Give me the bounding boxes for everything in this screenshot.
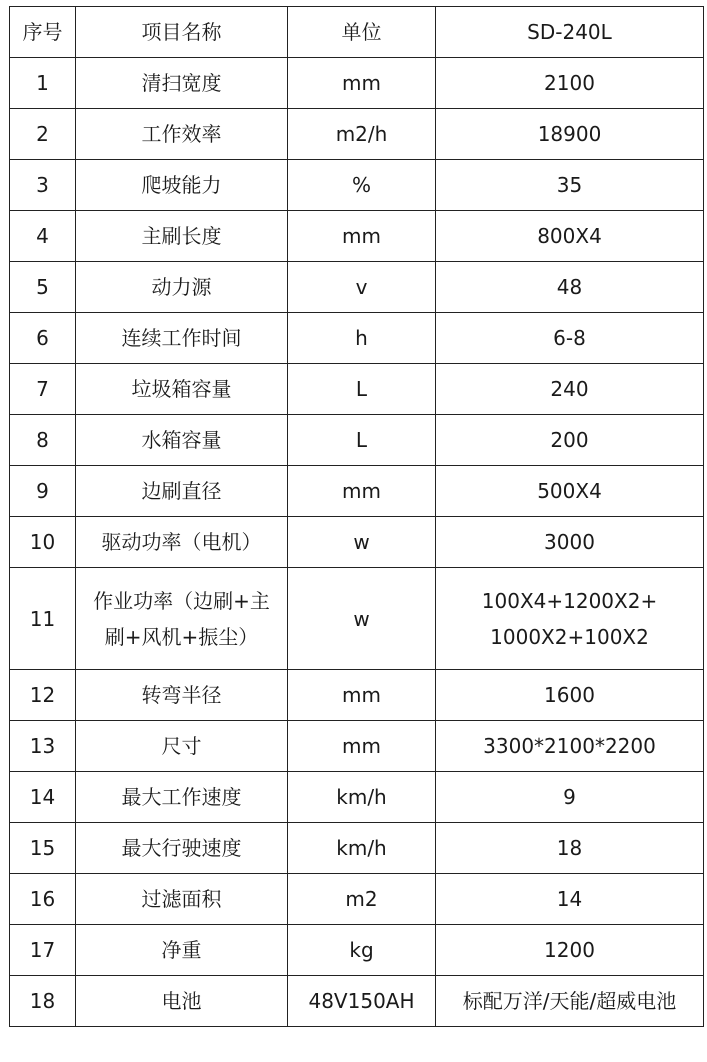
row-no: 14 (10, 772, 76, 823)
row-value: 9 (436, 772, 704, 823)
header-no: 序号 (10, 7, 76, 58)
table-row (10, 58, 704, 109)
row-unit: w (288, 568, 436, 670)
row-name: 工作效率 (76, 109, 288, 160)
row-value: 35 (436, 160, 704, 211)
table-row (10, 262, 704, 313)
row-no: 8 (10, 415, 76, 466)
row-value: 500X4 (436, 466, 704, 517)
row-no: 15 (10, 823, 76, 874)
row-value: 1200 (436, 925, 704, 976)
row-name: 净重 (76, 925, 288, 976)
row-name-line: 作业功率（边刷+主 (93, 588, 270, 613)
row-unit: L (288, 364, 436, 415)
table-row (10, 670, 704, 721)
table-row (10, 874, 704, 925)
table-row (10, 364, 704, 415)
row-unit: v (288, 262, 436, 313)
table-row (10, 721, 704, 772)
row-unit: L (288, 415, 436, 466)
row-no: 1 (10, 58, 76, 109)
row-no: 10 (10, 517, 76, 568)
table-row (10, 568, 704, 670)
row-unit: mm (288, 58, 436, 109)
row-no: 3 (10, 160, 76, 211)
row-name: 连续工作时间 (76, 313, 288, 364)
table-row (10, 415, 704, 466)
row-value: 3300*2100*2200 (436, 721, 704, 772)
row-no: 4 (10, 211, 76, 262)
table-row (10, 109, 704, 160)
row-no: 2 (10, 109, 76, 160)
row-name: 转弯半径 (76, 670, 288, 721)
row-name: 垃圾箱容量 (76, 364, 288, 415)
row-unit: m2 (288, 874, 436, 925)
row-name (76, 568, 288, 670)
row-unit: km/h (288, 772, 436, 823)
table-row (10, 160, 704, 211)
row-no: 11 (10, 568, 76, 670)
row-name-line: 刷+风机+振尘） (104, 624, 259, 649)
row-name: 尺寸 (76, 721, 288, 772)
table-row (10, 823, 704, 874)
row-unit: kg (288, 925, 436, 976)
row-name: 水箱容量 (76, 415, 288, 466)
row-unit: h (288, 313, 436, 364)
row-value (436, 568, 704, 670)
table-row (10, 466, 704, 517)
header-name: 项目名称 (76, 7, 288, 58)
spec-table (9, 6, 704, 1027)
row-unit: mm (288, 670, 436, 721)
header-unit: 单位 (288, 7, 436, 58)
row-no: 7 (10, 364, 76, 415)
row-name: 驱动功率（电机） (76, 517, 288, 568)
row-name: 清扫宽度 (76, 58, 288, 109)
row-name: 过滤面积 (76, 874, 288, 925)
row-unit: m2/h (288, 109, 436, 160)
table-row (10, 517, 704, 568)
row-value: 14 (436, 874, 704, 925)
table-row (10, 925, 704, 976)
row-value: 200 (436, 415, 704, 466)
row-value-line: 100X4+1200X2+ (481, 588, 658, 613)
row-name: 边刷直径 (76, 466, 288, 517)
row-name: 爬坡能力 (76, 160, 288, 211)
row-no: 9 (10, 466, 76, 517)
row-unit: % (288, 160, 436, 211)
row-value: 3000 (436, 517, 704, 568)
row-no: 5 (10, 262, 76, 313)
row-value: 标配万洋/天能/超威电池 (436, 976, 704, 1027)
row-no: 12 (10, 670, 76, 721)
row-name: 电池 (76, 976, 288, 1027)
row-unit: mm (288, 466, 436, 517)
table-header-row (10, 7, 704, 58)
row-value: 800X4 (436, 211, 704, 262)
row-no: 13 (10, 721, 76, 772)
row-name: 主刷长度 (76, 211, 288, 262)
row-value: 6-8 (436, 313, 704, 364)
header-model: SD-240L (436, 7, 704, 58)
row-value: 18900 (436, 109, 704, 160)
spec-sheet (9, 6, 704, 1027)
row-unit: w (288, 517, 436, 568)
row-no: 6 (10, 313, 76, 364)
row-value: 2100 (436, 58, 704, 109)
row-value: 1600 (436, 670, 704, 721)
row-value: 240 (436, 364, 704, 415)
row-unit: mm (288, 721, 436, 772)
row-unit: mm (288, 211, 436, 262)
row-no: 18 (10, 976, 76, 1027)
table-row (10, 211, 704, 262)
row-name: 最大行驶速度 (76, 823, 288, 874)
row-no: 17 (10, 925, 76, 976)
row-value: 48 (436, 262, 704, 313)
table-row (10, 976, 704, 1027)
row-value-line: 1000X2+100X2 (490, 624, 649, 649)
row-name: 动力源 (76, 262, 288, 313)
row-no: 16 (10, 874, 76, 925)
row-value: 18 (436, 823, 704, 874)
table-row (10, 313, 704, 364)
row-unit: 48V150AH (288, 976, 436, 1027)
row-unit: km/h (288, 823, 436, 874)
table-row (10, 772, 704, 823)
row-name: 最大工作速度 (76, 772, 288, 823)
